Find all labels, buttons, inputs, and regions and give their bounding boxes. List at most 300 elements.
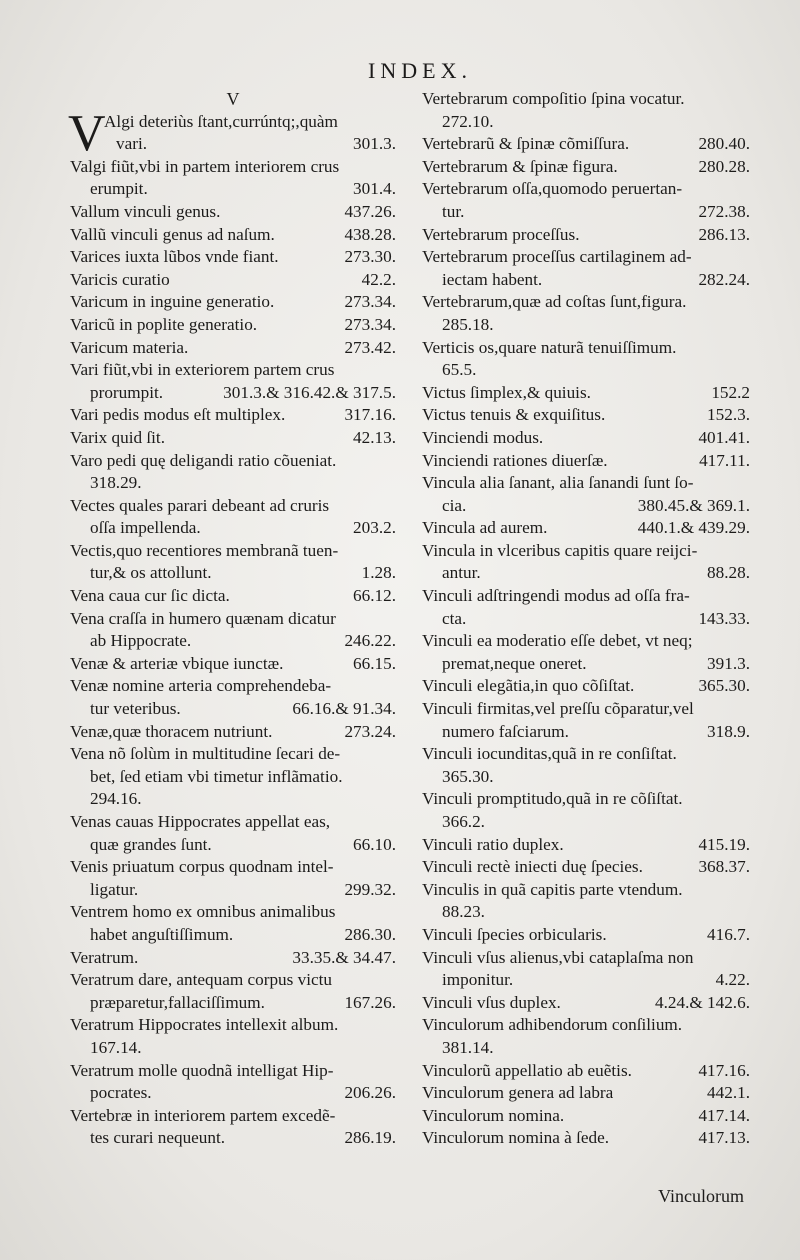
entry-text: Vinculorum adhibendorum conſilium. xyxy=(422,1015,683,1035)
index-entry xyxy=(70,201,396,224)
entry-line xyxy=(70,178,396,201)
entry-line xyxy=(422,133,750,156)
index-entry xyxy=(422,156,750,179)
entry-text: Vertebrarum oſſa,quomodo peruertan- xyxy=(422,179,683,199)
entry-line xyxy=(70,969,396,992)
entry-text: Vinculi promptitudo,quã in re cõſiſtat. xyxy=(422,789,683,809)
entry-text: Vertebrarum proceſſus. xyxy=(422,224,580,244)
entry-line xyxy=(70,1014,396,1037)
page-reference: 143.33. xyxy=(698,608,750,628)
index-entry xyxy=(70,337,396,360)
entry-line xyxy=(422,1105,750,1128)
entry-text: Vinculi ſpecies orbicularis. xyxy=(422,924,607,944)
index-entry xyxy=(422,540,750,585)
index-entry xyxy=(70,585,396,608)
entry-line xyxy=(422,88,750,111)
page-reference: 301.3. xyxy=(353,134,396,154)
entry-text: 318.29. xyxy=(90,473,142,493)
entry-text: Veratrum molle quodnã intelligat Hip- xyxy=(70,1060,334,1080)
index-entry xyxy=(70,291,396,314)
index-entry xyxy=(422,178,750,223)
index-entry xyxy=(422,585,750,630)
entry-line xyxy=(422,901,750,924)
index-entry xyxy=(70,1105,396,1150)
entry-line xyxy=(70,924,396,947)
index-entry xyxy=(70,427,396,450)
entry-text: 294.16. xyxy=(90,789,142,809)
entry-text: antur. xyxy=(442,563,481,583)
entry-line xyxy=(422,1037,750,1060)
entry-line xyxy=(422,766,750,789)
right-entry-list xyxy=(422,88,750,1150)
entry-text: 167.14. xyxy=(90,1037,142,1057)
index-entry xyxy=(68,104,396,162)
entry-text: numero faſciarum. xyxy=(442,721,569,741)
entry-text: ab Hippocrate. xyxy=(90,631,192,651)
entry-line xyxy=(70,427,396,450)
entry-line xyxy=(422,540,750,563)
entry-text: Veratrum. xyxy=(70,947,139,967)
entry-text: Vinculi adſtringendi modus ad oſſa fra- xyxy=(422,586,690,606)
entry-text: Vena craſſa in humero quænam dicatur xyxy=(70,608,336,628)
page-reference: 273.34. xyxy=(344,292,396,312)
index-entry xyxy=(422,517,750,540)
index-entry xyxy=(70,721,396,744)
entry-line xyxy=(422,924,750,947)
entry-line xyxy=(422,834,750,857)
page-reference: 280.28. xyxy=(698,156,750,176)
index-entry xyxy=(70,969,396,1014)
entry-text: Vallũ vinculi genus ad naſum. xyxy=(70,224,275,244)
index-entry xyxy=(422,382,750,405)
entry-line xyxy=(422,1127,750,1150)
entry-text: quæ grandes ſunt. xyxy=(90,834,212,854)
entry-line xyxy=(70,1037,396,1060)
entry-text: bet, ſed etiam vbi timetur inflãmatio. xyxy=(90,766,343,786)
entry-line xyxy=(104,133,396,156)
page-reference: 286.13. xyxy=(698,224,750,244)
entry-line xyxy=(70,675,396,698)
index-entry xyxy=(70,540,396,585)
page-reference: 282.24. xyxy=(698,269,750,289)
page-reference: 66.15. xyxy=(353,653,396,673)
drop-cap: V xyxy=(68,104,106,162)
entry-line xyxy=(70,585,396,608)
left-entry-list xyxy=(68,104,396,1150)
index-entry xyxy=(70,269,396,292)
page-reference: 280.40. xyxy=(698,134,750,154)
entry-text: Vinculorũ appellatio ab euẽtis. xyxy=(422,1060,632,1080)
index-entry xyxy=(422,992,750,1015)
entry-text: Varicũ in poplite generatio. xyxy=(70,314,258,334)
entry-line xyxy=(70,450,396,473)
index-entry xyxy=(422,246,750,291)
entry-text: Varicis curatio xyxy=(70,269,170,289)
page-reference: 417.13. xyxy=(698,1128,750,1148)
page-reference: 272.38. xyxy=(698,201,750,221)
entry-line xyxy=(70,404,396,427)
page-reference: 42.2. xyxy=(361,269,396,289)
index-entry xyxy=(70,404,396,427)
entry-line xyxy=(422,675,750,698)
entry-line xyxy=(422,856,750,879)
entry-line xyxy=(70,291,396,314)
index-entry xyxy=(70,901,396,946)
entry-text: Vertebrarum proceſſus cartilaginem ad- xyxy=(422,247,692,267)
page-reference: 206.26. xyxy=(344,1083,396,1103)
running-head: INDEX. xyxy=(368,58,472,83)
entry-line xyxy=(70,856,396,879)
entry-line xyxy=(70,382,396,405)
page-reference: 167.26. xyxy=(344,992,396,1012)
entry-line xyxy=(70,472,396,495)
entry-text: Vinculis in quã capitis parte vtendum. xyxy=(422,879,683,899)
index-entry xyxy=(422,1014,750,1059)
entry-line xyxy=(70,1127,396,1150)
entry-text: Vincula alia ſanant, alia ſanandi ſunt ſo- xyxy=(422,473,694,493)
page-reference: 1.28. xyxy=(361,563,396,583)
entry-text: Vertebrarũ & ſpinæ cõmiſſura. xyxy=(422,134,630,154)
index-entry xyxy=(70,947,396,970)
entry-text: Ventrem homo ex omnibus animalibus xyxy=(70,902,336,922)
entry-line xyxy=(70,788,396,811)
index-entry xyxy=(70,156,396,201)
index-entry xyxy=(70,675,396,720)
page-reference: 246.22. xyxy=(344,631,396,651)
entry-line xyxy=(422,1014,750,1037)
entry-text: Varices iuxta lũbos vnde fiant. xyxy=(70,247,279,267)
entry-text: 65.5. xyxy=(442,360,477,380)
entry-text: Victus tenuis & exquiſitus. xyxy=(422,405,606,425)
entry-text: imponitur. xyxy=(442,970,514,990)
entry-text: Vinculorum genera ad labra xyxy=(422,1083,614,1103)
entry-line xyxy=(422,404,750,427)
entry-line xyxy=(422,585,750,608)
index-entry xyxy=(422,879,750,924)
page-reference: 88.28. xyxy=(707,563,750,583)
entry-line xyxy=(422,314,750,337)
entry-line xyxy=(70,630,396,653)
entry-text: Vinciendi modus. xyxy=(422,427,544,447)
index-entry xyxy=(70,495,396,540)
page-reference: 4.24.& 142.6. xyxy=(654,992,750,1012)
index-entry xyxy=(70,224,396,247)
page-reference: 442.1. xyxy=(707,1083,750,1103)
entry-text: Vinculi ea moderatio eſſe debet, vt neq; xyxy=(422,631,693,651)
page-reference: 33.35.& 34.47. xyxy=(292,947,396,967)
entry-line xyxy=(422,517,750,540)
entry-line xyxy=(70,811,396,834)
page-reference: 301.4. xyxy=(353,179,396,199)
index-entry xyxy=(70,1060,396,1105)
entry-text: Venæ & arteriæ vbique iunctæ. xyxy=(70,653,284,673)
entry-line xyxy=(422,359,750,382)
index-entry xyxy=(422,450,750,473)
entry-line xyxy=(422,562,750,585)
entry-text: Varo pedi quę deligandi ratio cõueniat. xyxy=(70,450,337,470)
entry-line xyxy=(70,992,396,1015)
entry-text: pocrates. xyxy=(90,1083,152,1103)
left-column xyxy=(70,88,396,1150)
page-reference: 273.24. xyxy=(344,721,396,741)
entry-text: Vertebrarum compoſitio ſpina vocatur. xyxy=(422,89,685,108)
entry-text: Vincula in vlceribus capitis quare reijci- xyxy=(422,540,698,560)
entry-line xyxy=(70,766,396,789)
entry-line xyxy=(422,337,750,360)
entry-text: Vallum vinculi genus. xyxy=(70,201,221,221)
entry-text: Venas cauas Hippocrates appellat eas, xyxy=(70,812,331,831)
index-entry xyxy=(70,450,396,495)
index-entry xyxy=(422,133,750,156)
index-entry xyxy=(70,359,396,404)
index-entry xyxy=(70,743,396,811)
entry-text: Vinculorum nomina. xyxy=(422,1105,565,1125)
entry-text: habet anguſtiſſimum. xyxy=(90,924,234,944)
entry-line xyxy=(422,382,750,405)
entry-line xyxy=(422,111,750,134)
entry-line xyxy=(70,224,396,247)
entry-text: Vectis,quo recentiores membranã tuen- xyxy=(70,540,339,560)
index-entry xyxy=(422,224,750,247)
entry-text: tes curari nequeunt. xyxy=(90,1128,226,1148)
page-reference: 286.30. xyxy=(344,924,396,944)
entry-text: cia. xyxy=(442,495,467,515)
entry-line xyxy=(70,517,396,540)
entry-line xyxy=(422,178,750,201)
entry-line xyxy=(70,834,396,857)
entry-text: Vari fiũt,vbi in exteriorem partem crus xyxy=(70,360,335,380)
entry-line xyxy=(422,992,750,1015)
page-reference: 273.42. xyxy=(344,337,396,357)
entry-line xyxy=(70,246,396,269)
entry-text: Vinculi vſus duplex. xyxy=(422,992,561,1012)
page-reference: 4.22. xyxy=(715,970,750,990)
index-entry xyxy=(422,337,750,382)
entry-line xyxy=(422,608,750,631)
index-entry xyxy=(422,472,750,517)
entry-text: Venæ nomine arteria comprehendeba- xyxy=(70,676,332,696)
entry-line xyxy=(422,721,750,744)
entry-text: Vinculi rectè iniecti duę ſpecies. xyxy=(422,857,643,877)
page-reference: 301.3.& 316.42.& 317.5. xyxy=(223,382,396,402)
index-entry xyxy=(422,834,750,857)
page-reference: 415.19. xyxy=(698,834,750,854)
entry-line xyxy=(422,788,750,811)
entry-line xyxy=(422,201,750,224)
entry-text: cta. xyxy=(442,608,467,628)
entry-line xyxy=(70,540,396,563)
entry-line xyxy=(422,1082,750,1105)
entry-text: Vari pedis modus eſt multiplex. xyxy=(70,405,286,425)
page-reference: 416.7. xyxy=(707,924,750,944)
entry-line xyxy=(70,495,396,518)
entry-text: Vinculi elegãtia,in quo cõſiſtat. xyxy=(422,676,635,696)
entry-line xyxy=(70,1060,396,1083)
entry-text: premat,neque oneret. xyxy=(442,653,587,673)
page-reference: 368.37. xyxy=(698,857,750,877)
page-reference: 273.30. xyxy=(344,247,396,267)
page-reference: 365.30. xyxy=(698,676,750,696)
index-entry xyxy=(422,856,750,879)
page-reference: 273.34. xyxy=(344,314,396,334)
entry-text: 272.10. xyxy=(442,111,494,131)
entry-text: Venæ,quæ thoracem nutriunt. xyxy=(70,721,273,741)
entry-line xyxy=(422,811,750,834)
index-entry xyxy=(422,924,750,947)
page-reference: 391.3. xyxy=(707,653,750,673)
entry-line xyxy=(70,1082,396,1105)
page-reference: 437.26. xyxy=(344,201,396,221)
entry-text: oſſa impellenda. xyxy=(90,518,201,538)
entry-text: Vincula ad aurem. xyxy=(422,518,548,538)
entry-text: iectam habent. xyxy=(442,269,543,289)
entry-line xyxy=(70,653,396,676)
entry-line xyxy=(70,314,396,337)
index-entry xyxy=(422,698,750,743)
entry-text: 366.2. xyxy=(442,812,485,831)
page-reference: 417.11. xyxy=(699,450,750,470)
entry-line xyxy=(70,337,396,360)
page-reference: 66.12. xyxy=(353,586,396,606)
index-entry xyxy=(422,1082,750,1105)
entry-text: 88.23. xyxy=(442,902,485,922)
entry-text: Vinculi firmitas,vel preſſu cõparatur,vel xyxy=(422,699,694,719)
page-reference: 318.9. xyxy=(707,721,750,741)
page-reference: 66.10. xyxy=(353,834,396,854)
page-reference: 203.2. xyxy=(353,518,396,538)
entry-line xyxy=(70,201,396,224)
entry-text: Valgi fiũt,vbi in partem interiorem crus xyxy=(70,156,340,176)
index-entry xyxy=(422,675,750,698)
entry-text: ligatur. xyxy=(90,879,139,899)
entry-text: Vinciendi rationes diuerſæ. xyxy=(422,450,608,470)
index-entry xyxy=(70,608,396,653)
entry-text: præparetur,fallaciſſimum. xyxy=(90,992,265,1012)
entry-text: Vertebrarum & ſpinæ figura. xyxy=(422,156,618,176)
page-reference: 286.19. xyxy=(344,1128,396,1148)
entry-text: Vinculi ratio duplex. xyxy=(422,834,564,854)
entry-text: Vena caua cur ſic dicta. xyxy=(70,586,230,606)
catchword: Vinculorum xyxy=(658,1186,744,1206)
page-reference: 66.16.& 91.34. xyxy=(292,699,396,719)
entry-text: 381.14. xyxy=(442,1037,494,1057)
entry-text: erumpit. xyxy=(90,179,148,199)
entry-line xyxy=(70,721,396,744)
entry-text: Varicum in inguine generatio. xyxy=(70,292,275,312)
entry-line xyxy=(422,698,750,721)
index-entry xyxy=(422,1060,750,1083)
entry-text: tur veteribus. xyxy=(90,699,181,719)
entry-text: Vertebræ in interiorem partem excedẽ- xyxy=(70,1105,336,1125)
index-entry xyxy=(422,1105,750,1128)
index-entry xyxy=(422,404,750,427)
entry-line xyxy=(70,698,396,721)
entry-line xyxy=(422,450,750,473)
index-entry xyxy=(70,811,396,856)
entry-line xyxy=(422,269,750,292)
page-reference: 440.1.& 439.29. xyxy=(637,518,750,538)
page-reference: 299.32. xyxy=(344,879,396,899)
index-entry xyxy=(422,88,750,133)
entry-line xyxy=(70,901,396,924)
index-entry xyxy=(422,743,750,788)
entry-line xyxy=(422,947,750,970)
index-entry xyxy=(422,427,750,450)
entry-text: Vena nõ ſolùm in multitudine ſecari de- xyxy=(70,744,341,764)
entry-text: tur. xyxy=(442,201,465,221)
entry-line xyxy=(422,156,750,179)
section-letter: V xyxy=(226,89,240,109)
entry-text: Varicum materia. xyxy=(70,337,189,357)
entry-line xyxy=(70,947,396,970)
entry-line xyxy=(70,562,396,585)
entry-line xyxy=(70,269,396,292)
entry-text: Vinculi vſus alienus,vbi cataplaſma non xyxy=(422,947,694,967)
entry-line xyxy=(104,111,396,134)
index-entry xyxy=(422,291,750,336)
page-reference: 438.28. xyxy=(344,224,396,244)
index-entry xyxy=(422,1127,750,1150)
entry-text: vari. xyxy=(116,134,148,154)
entry-text: Veratrum Hippocrates intellexit album. xyxy=(70,1015,339,1035)
entry-text: Venis priuatum corpus quodnam intel- xyxy=(70,857,334,877)
entry-line xyxy=(422,224,750,247)
entry-text: Victus ſimplex,& quiuis. xyxy=(422,382,591,402)
index-entry xyxy=(70,246,396,269)
index-entry xyxy=(70,314,396,337)
entry-line xyxy=(70,156,396,179)
right-column xyxy=(422,88,750,1150)
index-entry xyxy=(70,1014,396,1059)
entry-line xyxy=(422,743,750,766)
page-reference: 401.41. xyxy=(698,427,750,447)
entry-line xyxy=(422,472,750,495)
entry-text: Vinculorum nomina à ſede. xyxy=(422,1128,610,1148)
index-entry xyxy=(422,788,750,833)
entry-text: tur,& os attollunt. xyxy=(90,563,212,583)
entry-text: prorumpit. xyxy=(90,382,164,402)
entry-line xyxy=(70,743,396,766)
index-entry xyxy=(70,856,396,901)
entry-line xyxy=(70,608,396,631)
page-reference: 152.3. xyxy=(707,405,750,425)
entry-line xyxy=(70,1105,396,1128)
entry-text: Algi deteriùs ſtant,currúntq;,quàm xyxy=(104,111,338,131)
entry-text: Vectes quales parari debeant ad cruris xyxy=(70,495,330,515)
entry-text: Veratrum dare, antequam corpus victu xyxy=(70,970,333,990)
entry-line xyxy=(70,359,396,382)
index-entry xyxy=(422,947,750,992)
index-entry xyxy=(422,630,750,675)
entry-text: Verticis os,quare naturã tenuiſſimum. xyxy=(422,337,677,357)
entry-line xyxy=(422,1060,750,1083)
entry-line xyxy=(422,246,750,269)
entry-text: 285.18. xyxy=(442,314,494,334)
entry-line xyxy=(422,630,750,653)
entry-line xyxy=(422,969,750,992)
page-reference: 417.16. xyxy=(698,1060,750,1080)
page-reference: 152.2 xyxy=(711,382,750,402)
entry-line xyxy=(422,879,750,902)
index-entry xyxy=(70,653,396,676)
entry-text: Vinculi iocunditas,quã in re conſiſtat. xyxy=(422,744,677,764)
page-reference: 380.45.& 369.1. xyxy=(637,495,750,515)
entry-line xyxy=(422,653,750,676)
entry-line xyxy=(422,427,750,450)
entry-line xyxy=(422,291,750,314)
entry-text: 365.30. xyxy=(442,766,494,786)
entry-text: Varix quid ſit. xyxy=(70,427,165,447)
